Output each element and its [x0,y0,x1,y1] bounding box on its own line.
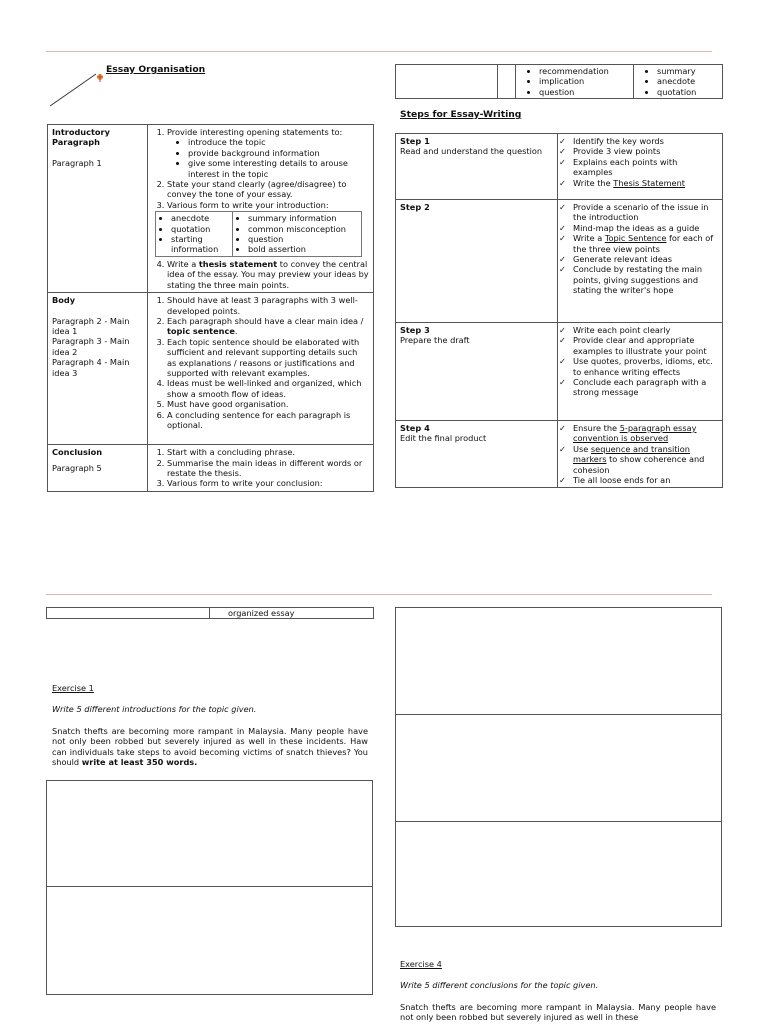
intro-bullet: • provide background information [188,148,369,158]
answer-box-right[interactable] [395,607,722,927]
conclusion-label-cell [48,445,148,492]
step-check-item: ✓ Write each point clearly [573,325,718,335]
continuation-left-cell [516,65,634,99]
pin-icon [94,72,106,84]
step-heading: Step 2 [400,202,430,212]
answer-box-divider [395,714,722,715]
step-check-item: ✓ Tie all loose ends for an [573,475,718,485]
body-item: 4. Ideas must be well-linked and organized, which show a smooth flow of ideas. [167,378,369,399]
body-heading: Body [52,295,76,306]
conclusion-subheading: Paragraph 5 [52,462,102,473]
step-check-item: ✓ Conclude each paragraph with a strong message [573,377,718,398]
conclusion-form: • question [539,87,631,97]
intro-subheading: Paragraph 1 [52,157,102,168]
step-subheading: Read and understand the question [400,146,543,157]
intro-bullet: • give some interesting details to arouse interest in the topic [188,158,369,179]
form-item: • quotation [171,224,230,234]
form-item: • summary information [248,213,359,223]
body-subheading: Paragraph 2 - Main idea 1 [52,315,130,336]
step-check-item: ✓ Write the Thesis Statement [573,178,718,188]
exercise-1-instruction: Write 5 different introductions for the topic given. [52,704,257,714]
step-heading: Step 3 [400,325,430,335]
intro-forms-table [155,211,362,257]
intro-item: 3. Various form to write your introduction: [167,200,369,210]
conclusion-content-cell [148,445,374,492]
step-row [396,134,723,200]
intro-item: 2. State your stand clearly (agree/disagree) to convey the tone of your essay. [167,179,369,200]
body-item: 1. Should have at least 3 paragraphs with 3 well-developed points. [167,295,369,316]
page-title: Essay Organisation [106,64,206,75]
conclusion-form: • anecdote [657,76,720,86]
exercise-1-prompt: Snatch thefts are becoming more rampant in Malaysia. Many people have not only been robbed but severely injured as well in these incidents. Haw can individuals take steps to avoid becoming victims of snatch thieves? You should write at least 350 words. [52,726,368,768]
answer-box-divider [395,821,722,822]
intro-label-cell [48,125,148,293]
conclusion-heading: Conclusion [52,447,103,458]
exercise-1-answer-box[interactable] [46,780,373,995]
step-check-item: ✓ Provide clear and appropriate examples to illustrate your point [573,335,718,356]
step-check-item: ✓ Ensure the 5-paragraph essay convention is observed [573,423,718,444]
conclusion-item: 1. Start with a concluding phrase. [167,447,369,457]
intro-item: 1. Provide interesting opening statements to: • introduce the topic • provide background information • give some interesting details to arouse interest in the topic [167,127,369,179]
step-check-item: ✓ Mind-map the ideas as a guide [573,223,718,233]
form-item: • anecdote [171,213,230,223]
form-item: • bold assertion [248,244,359,254]
exercise-4-instruction: Write 5 different conclusions for the topic given. [400,980,599,990]
body-item: 2. Each paragraph should have a clear main idea / topic sentence. [167,316,369,337]
page-bottom-rule [46,594,712,595]
form-item: • common misconception [248,224,359,234]
conclusion-row [48,445,374,492]
step-check-item: ✓ Provide a scenario of the issue in the introduction [573,202,718,223]
step-check-item: ✓ Generate relevant ideas [573,254,718,264]
answer-box-divider [46,886,373,887]
conclusion-form: • quotation [657,87,720,97]
step-row [396,200,723,323]
body-label-cell [48,293,148,445]
page-top-rule [46,51,712,52]
step-check-item: ✓ Identify the key words [573,136,718,146]
body-row [48,293,374,445]
intro-content-cell [148,125,374,293]
exercise-1-title: Exercise 1 [52,683,94,693]
conclusion-item: 3. Various form to write your conclusion: [167,478,369,488]
intro-item: 4. Write a thesis statement to convey the central idea of the essay. You may preview your ideas by stating the three main points. [167,259,369,290]
body-item: 6. A concluding sentence for each paragraph is optional. [167,410,369,431]
exercise-4-prompt: Snatch thefts are becoming more rampant in Malaysia. Many people have not only been robbed but severely injured as well in these [400,1002,716,1023]
organized-essay-strip [46,607,374,619]
form-item: • question [248,234,359,244]
intro-row [48,125,374,293]
continuation-table [395,64,723,99]
conclusion-item: 2. Summarise the main ideas in different words or restate the thesis. [167,458,369,479]
step-subheading: Edit the final product [400,433,487,444]
essay-organisation-table [47,124,374,492]
body-subheading: Paragraph 3 - Main idea 2 [52,336,130,357]
step-heading: Step 1 [400,136,430,146]
step-row [396,323,723,421]
conclusion-form: • implication [539,76,631,86]
steps-table [395,133,723,488]
intro-heading: Introductory Paragraph [52,127,110,148]
step-row [396,421,723,488]
conclusion-form: • summary [657,66,720,76]
intro-bullet: • introduce the topic [188,137,369,147]
body-subheading: Paragraph 4 - Main idea 3 [52,357,130,378]
step-check-item: ✓ Provide 3 view points [573,146,718,156]
body-item: 5. Must have good organisation. [167,399,369,409]
exercise-4-title: Exercise 4 [400,959,442,969]
body-item: 3. Each topic sentence should be elaborated with sufficient and relevant supporting details such as explanations / reasons or justifications and supported with relevant examples. [167,337,369,379]
step-check-item: ✓ Explains each points with examples [573,157,718,178]
steps-heading: Steps for Essay-Writing [400,109,522,120]
step-check-item: ✓ Conclude by restating the main points, giving suggestions and stating the writer's hope [573,264,718,295]
conclusion-form: • recommendation [539,66,631,76]
form-item: • starting information [171,234,230,255]
step-check-item: ✓ Use quotes, proverbs, idioms, etc. to enhance writing effects [573,356,718,377]
strip-text: organized essay [210,608,374,619]
step-check-item: ✓ Write a Topic Sentence for each of the three view points [573,233,718,254]
step-subheading: Prepare the draft [400,335,470,346]
step-check-item: ✓ Use sequence and transition markers to show coherence and cohesion [573,444,718,475]
continuation-right-cell [634,65,723,99]
step-heading: Step 4 [400,423,430,433]
body-content-cell [148,293,374,445]
